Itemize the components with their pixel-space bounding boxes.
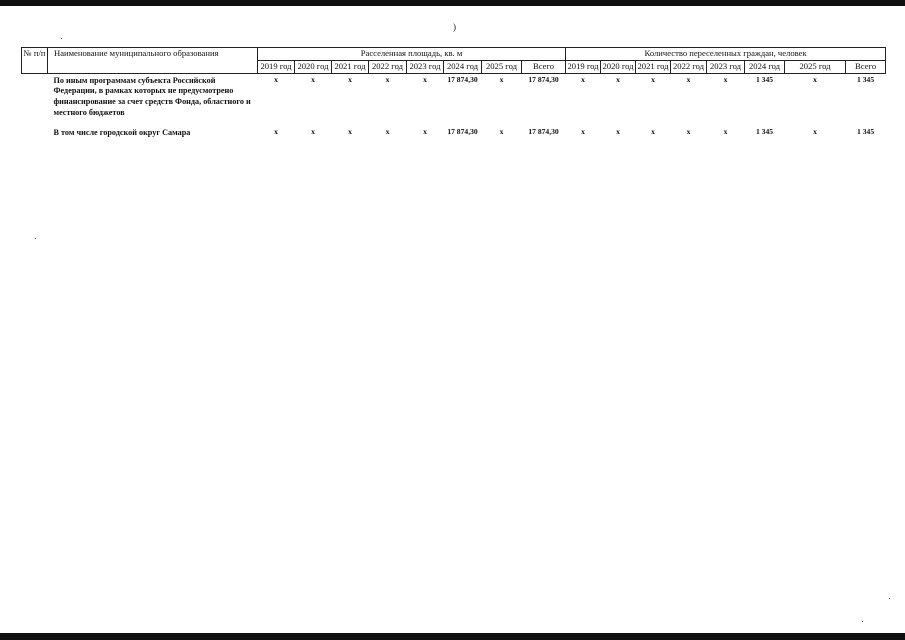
people-cell: х <box>616 74 620 84</box>
people-cell: 1 345 <box>755 74 774 84</box>
people-cell: х <box>813 127 817 137</box>
area-cell: х <box>423 127 427 137</box>
header-people-year: 2024 год <box>745 60 785 73</box>
header-people-year: 2020 год <box>601 60 636 73</box>
people-total-cell: 1 345 <box>857 127 875 137</box>
row-name: По иным программам субъекта Российской Федерации, в рамках которых не предусмотрено финансирование за счет средств Фонда, областного и местного бюджетов <box>53 75 251 117</box>
header-people-group: Количество переселенных граждан, человек <box>566 48 886 61</box>
table-row <box>22 73 886 120</box>
people-cell: х <box>616 127 620 137</box>
header-area-total: Всего <box>522 60 566 73</box>
header-people-year: 2022 год <box>671 60 707 73</box>
area-cell: х <box>274 74 278 84</box>
people-cell: х <box>686 127 691 137</box>
area-cell: х <box>499 74 504 84</box>
area-cell: х <box>385 74 390 84</box>
header-area-year: 2022 год <box>369 60 407 73</box>
header-people-total: Всего <box>846 60 886 73</box>
people-total-cell: 1 345 <box>857 74 875 84</box>
people-cell: х <box>651 127 655 137</box>
header-area-year: 2023 год <box>407 60 444 73</box>
row-name: В том числе городской округ Самара <box>53 128 191 138</box>
header-people-year: 2025 год <box>785 60 846 73</box>
area-cell: х <box>348 127 352 137</box>
area-cell: 17 874,30 <box>447 127 478 137</box>
header-area-year: 2021 год <box>332 60 369 73</box>
row-num <box>22 126 48 141</box>
scan-speck <box>61 38 62 39</box>
scan-top-border <box>0 0 905 6</box>
scan-speck <box>862 621 863 622</box>
area-cell: х <box>311 74 315 84</box>
header-num: № п/п <box>22 48 48 74</box>
people-cell: х <box>581 74 585 84</box>
header-people-year: 2021 год <box>636 60 671 73</box>
header-row-groups <box>22 48 886 61</box>
header-area-year: 2019 год <box>258 60 295 73</box>
header-area-year: 2020 год <box>295 60 332 73</box>
people-cell: 1 345 <box>755 127 774 137</box>
area-cell: х <box>311 127 315 137</box>
header-name: Наименование муниципального образования <box>48 48 258 74</box>
area-cell: х <box>423 74 427 84</box>
people-cell: х <box>686 74 691 84</box>
header-area-year: 2025 год <box>482 60 522 73</box>
people-cell: х <box>581 127 585 137</box>
page-mark: ) <box>453 22 456 32</box>
people-cell: х <box>723 127 728 137</box>
scan-speck <box>35 238 36 239</box>
scan-bottom-border <box>0 633 905 640</box>
area-cell: х <box>348 74 352 84</box>
resettlement-table <box>21 47 886 141</box>
header-area-year: 2024 год <box>444 60 482 73</box>
area-cell: 17 874,30 <box>447 74 478 84</box>
area-total-cell: 17 874,30 <box>528 74 559 84</box>
people-cell: х <box>651 74 655 84</box>
header-area-group: Расселенная площадь, кв. м <box>258 48 566 61</box>
scan-speck <box>889 598 890 599</box>
table-row <box>22 126 886 141</box>
people-cell: х <box>813 74 817 84</box>
header-people-year: 2019 год <box>566 60 601 73</box>
row-num <box>22 73 48 120</box>
area-cell: х <box>385 127 390 137</box>
area-cell: х <box>274 127 278 137</box>
header-people-year: 2023 год <box>707 60 745 73</box>
area-total-cell: 17 874,30 <box>528 127 559 137</box>
area-cell: х <box>499 127 504 137</box>
people-cell: х <box>723 74 728 84</box>
